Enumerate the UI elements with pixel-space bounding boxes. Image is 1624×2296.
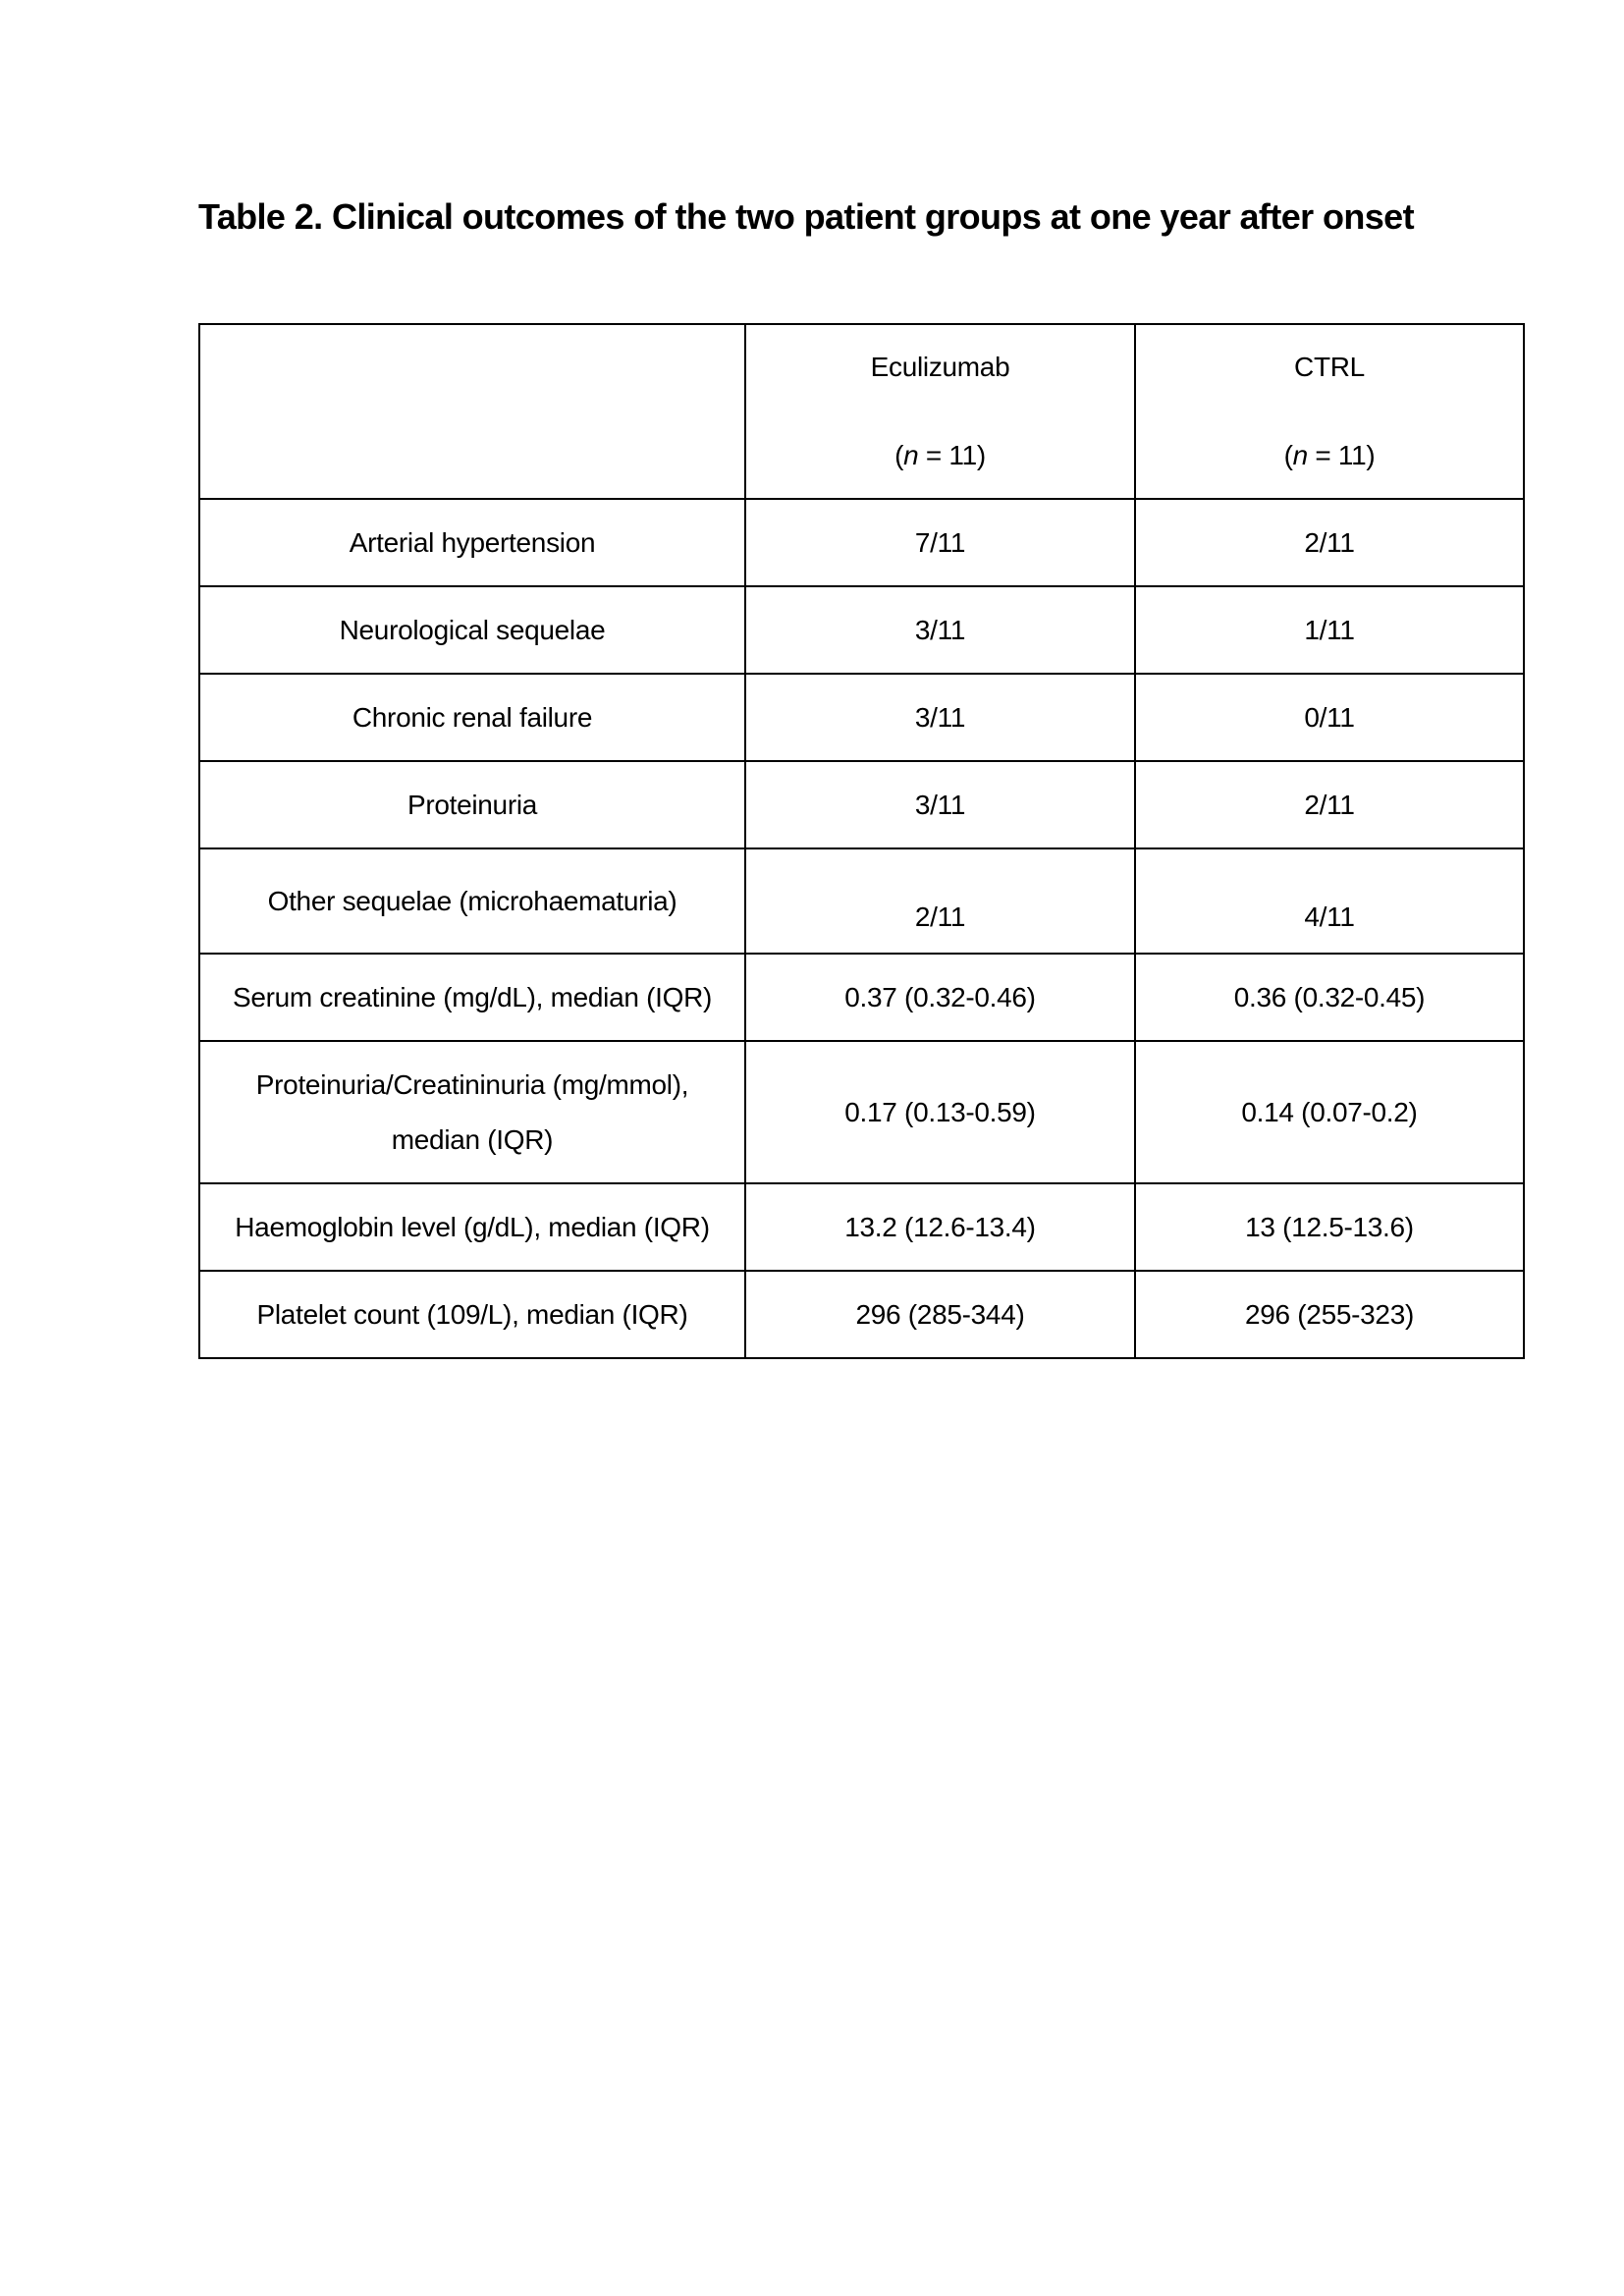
header-ctrl-name: CTRL (1294, 352, 1365, 382)
eculizumab-value: 0.37 (0.32-0.46) (745, 954, 1135, 1041)
table-row (199, 761, 1524, 848)
ctrl-value: 2/11 (1135, 499, 1524, 586)
row-label: Serum creatinine (mg/dL), median (IQR) (199, 954, 745, 1041)
clinical-outcomes-table (198, 323, 1525, 1359)
ctrl-value: 0/11 (1135, 674, 1524, 761)
header-eculizumab-n: (n = 11) (894, 440, 986, 470)
table-row (199, 674, 1524, 761)
row-label: Chronic renal failure (199, 674, 745, 761)
ctrl-value: 2/11 (1135, 761, 1524, 848)
ctrl-value: 13 (12.5-13.6) (1135, 1183, 1524, 1271)
table-row (199, 499, 1524, 586)
eculizumab-value: 3/11 (745, 586, 1135, 674)
header-eculizumab-name: Eculizumab (870, 352, 1010, 382)
eculizumab-value: 296 (285-344) (745, 1271, 1135, 1358)
table-row (199, 1041, 1524, 1183)
header-corner-cell (199, 324, 745, 499)
table-row (199, 1271, 1524, 1358)
eculizumab-value: 0.17 (0.13-0.59) (745, 1041, 1135, 1183)
eculizumab-value: 13.2 (12.6-13.4) (745, 1183, 1135, 1271)
eculizumab-value: 7/11 (745, 499, 1135, 586)
table-row (199, 954, 1524, 1041)
row-label: Platelet count (109/L), median (IQR) (199, 1271, 745, 1358)
ctrl-value: 0.14 (0.07-0.2) (1135, 1041, 1524, 1183)
row-label: Other sequelae (microhaematuria) (199, 848, 745, 954)
eculizumab-value: 3/11 (745, 761, 1135, 848)
row-label: Proteinuria (199, 761, 745, 848)
header-eculizumab-cell (745, 324, 1135, 499)
eculizumab-value: 2/11 (745, 848, 1135, 954)
row-label: Proteinuria/Creatininuria (mg/mmol), median (IQR) (199, 1041, 745, 1183)
eculizumab-value: 3/11 (745, 674, 1135, 761)
row-label: Arterial hypertension (199, 499, 745, 586)
ctrl-value: 4/11 (1135, 848, 1524, 954)
table-row (199, 1183, 1524, 1271)
ctrl-value: 1/11 (1135, 586, 1524, 674)
row-label: Neurological sequelae (199, 586, 745, 674)
table-header-row (199, 324, 1524, 499)
ctrl-value: 296 (255-323) (1135, 1271, 1524, 1358)
table-row (199, 586, 1524, 674)
row-label: Haemoglobin level (g/dL), median (IQR) (199, 1183, 745, 1271)
table-row (199, 848, 1524, 954)
table-title: Table 2. Clinical outcomes of the two patient groups at one year after onset (198, 196, 1414, 237)
ctrl-value: 0.36 (0.32-0.45) (1135, 954, 1524, 1041)
header-ctrl-cell (1135, 324, 1524, 499)
header-ctrl-n: (n = 11) (1283, 440, 1376, 470)
